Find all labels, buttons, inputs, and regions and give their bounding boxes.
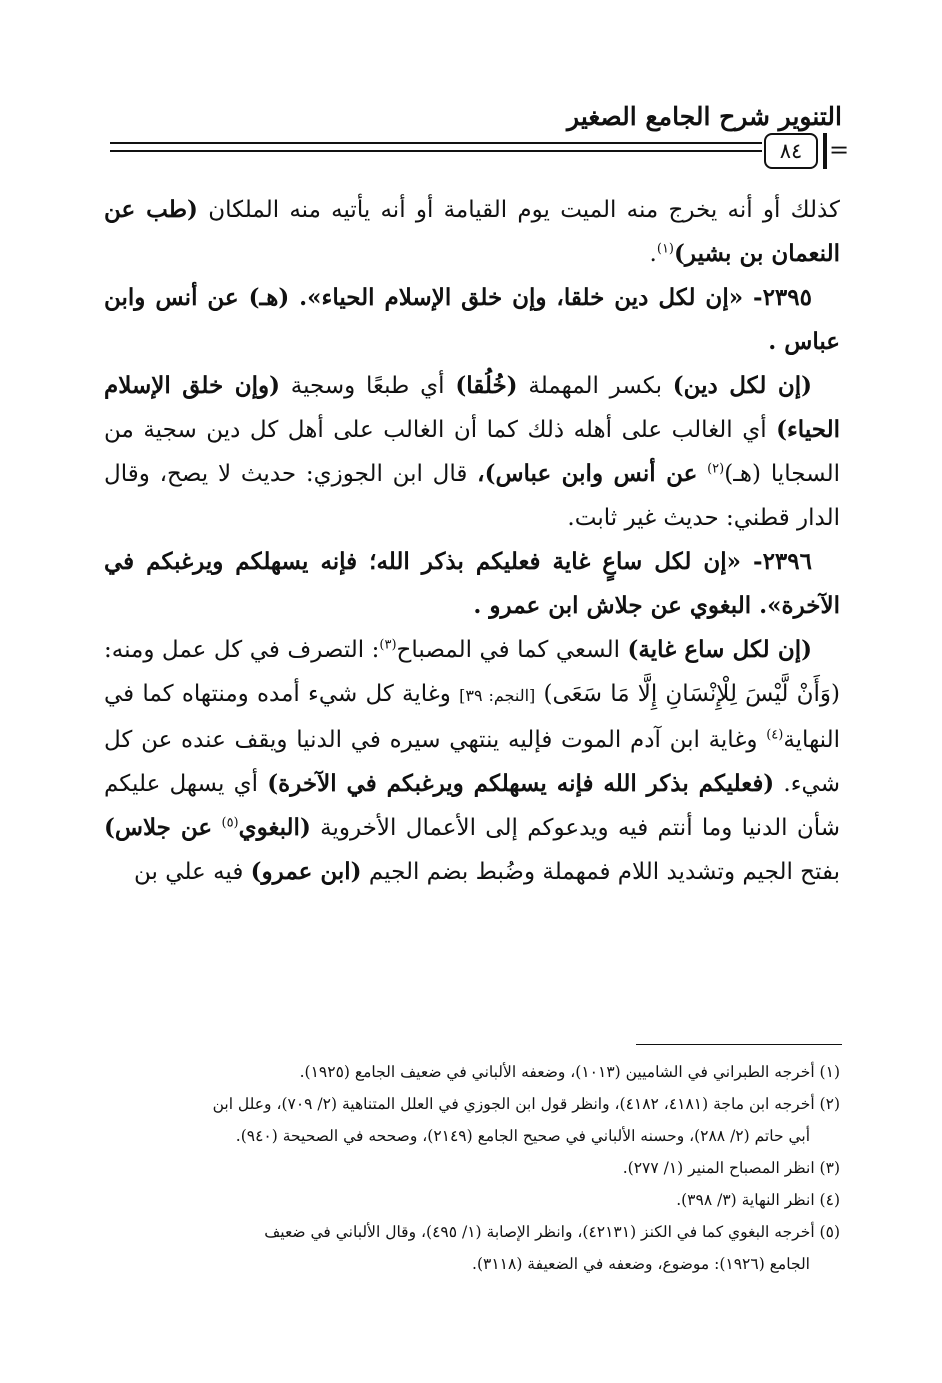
page-number-ornament: = bbox=[829, 136, 850, 164]
paragraph-continuation: كذلك أو أنه يخرج منه الميت يوم القيامة أو أنه يأتيه منه الملكان (طب عن النعمان بن بشير)$^{(١)}$. bbox=[104, 196, 840, 267]
footnote-2: (٢) أخرجه ابن ماجة (٤١٨١، ٤١٨٢)، وانظر قول ابن الجوزي في العلل المتناهية (٢/ ٧٠٩)، وعلل ابن bbox=[212, 1095, 840, 1113]
header-rule-bottom bbox=[110, 150, 762, 152]
main-text bbox=[104, 188, 840, 894]
hadith-2396: ٢٣٩٦- «إن لكل ساعٍ غاية فعليكم بذكر الله؛ فإنه يسهلكم ويرغبكم في الآخرة». البغوي عن جلاش ابن عمرو . bbox=[104, 548, 840, 619]
footnote-1: (١) أخرجه الطبراني في الشاميين (١٠١٣)، وضعفه الألباني في ضعيف الجامع (١٩٢٥). bbox=[299, 1063, 840, 1081]
hadith-2395: ٢٣٩٥- «إن لكل دين خلقا، وإن خلق الإسلام الحياء». (هـ) عن أنس وابن عباس . bbox=[104, 284, 840, 355]
page-number-ornament-bar bbox=[823, 133, 827, 169]
header-rule-top bbox=[110, 142, 762, 144]
footnote-4: (٤) انظر النهاية (٣/ ٣٩٨). bbox=[676, 1191, 840, 1209]
footnote-ref-4[interactable]: (٤) bbox=[766, 727, 784, 743]
footnote-ref-2[interactable]: (٢) bbox=[707, 461, 725, 477]
footnote-3: (٣) انظر المصباح المنير (١/ ٢٧٧). bbox=[622, 1159, 840, 1177]
page-number: ٨٤ bbox=[764, 133, 818, 169]
commentary-2396: (إن لكل ساع غاية) السعي كما في المصباح$^{(٣)}$: التصرف في كل عمل ومنه: (وَأَنْ لَّيْسَ لِلْإِنْسَانِ إِلَّا مَا سَعَى) [النجم: ٣٩] وغاية كل شيء أمده ومنتهاه كما في النهاية$^{(٤)}$ وغاية ابن آدم الموت فإليه ينتهي سيره في الدنيا ويقف عنده عن كل شيء. (فعليكم بذكر الله فإنه يسهلكم ويرغبكم في الآخرة) أي يسهل عليكم شأن الدنيا وما أنتم فيه ويدعوكم إلى الأعمال الأخروية (البغوي$^{(٥)}$ عن جلاس) بفتح الجيم وتشديد اللام فمهملة وضُبط بضم الجيم (ابن عمرو) فيه علي بن bbox=[104, 636, 841, 885]
footnote-ref-1[interactable]: (١) bbox=[656, 241, 674, 257]
footnote-5-continued: الجامع (١٩٢٦): موضوع، وضعفه في الضعيفة (٣١١٨). bbox=[472, 1255, 810, 1273]
running-header-title: التنوير شرح الجامع الصغير bbox=[567, 102, 842, 131]
footnotes bbox=[104, 1056, 840, 1280]
footnote-2-continued: أبي حاتم (٢/ ٢٨٨)، وحسنه الألباني في صحيح الجامع (٢١٤٩)، وصححه في الصحيحة (٩٤٠). bbox=[235, 1127, 810, 1145]
footnote-ref-3[interactable]: (٣) bbox=[379, 637, 397, 653]
commentary-2395: (إن لكل دين) بكسر المهملة (خُلُقا) أي طبعًا وسجية (وإن خلق الإسلام الحياء) أي الغالب على أهله ذلك كما أن الغالب على أهل كل دين سجية من السجايا (هـ)$^{(٢)}$ عن أنس وابن عباس)، قال ابن الجوزي: حديث لا يصح، وقال الدار قطني: حديث غير ثابت. bbox=[104, 372, 840, 531]
footnote-5: (٥) أخرجه البغوي كما في الكنز (٤٢١٣١)، وانظر الإصابة (١/ ٤٩٥)، وقال الألباني في ضعيف bbox=[264, 1223, 840, 1241]
footnote-ref-5[interactable]: (٥) bbox=[221, 815, 239, 831]
footnote-separator bbox=[636, 1044, 842, 1045]
